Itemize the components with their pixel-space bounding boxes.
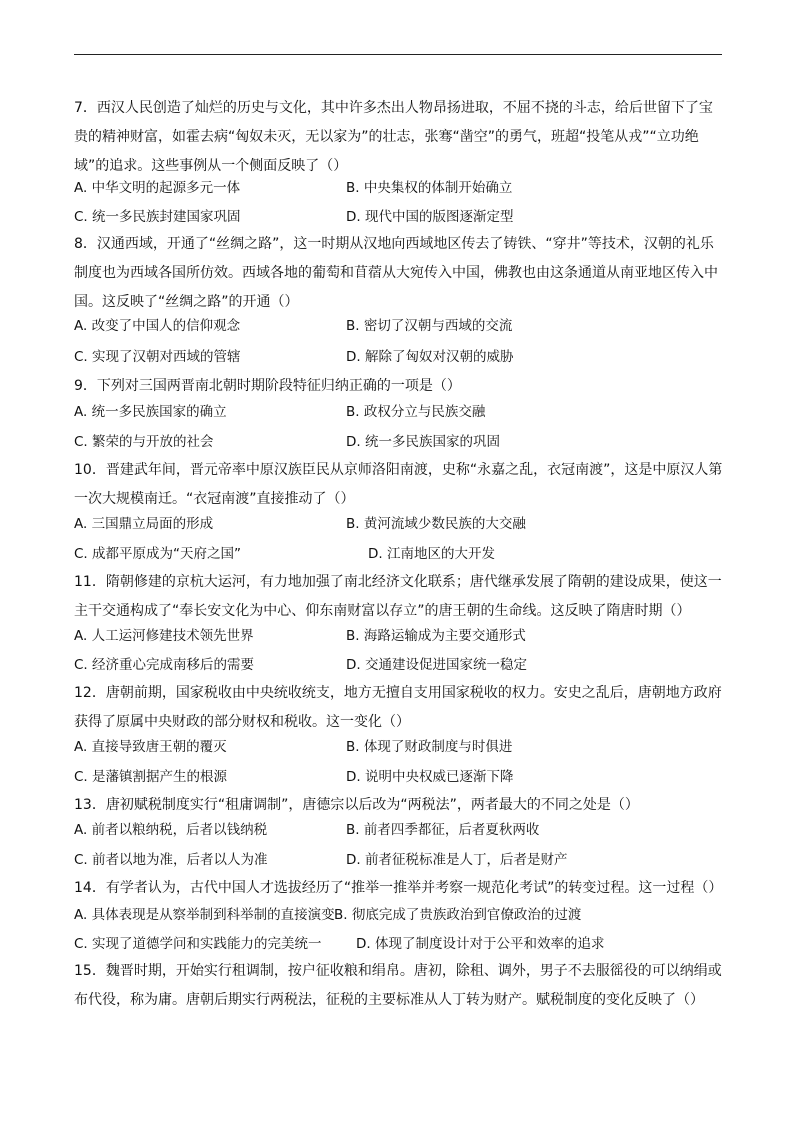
question-13-option-a: A. 前者以粮纳税，后者以钱纳税	[74, 822, 268, 838]
question-12-option-d: D. 说明中央权威已逐渐下降	[346, 769, 514, 785]
question-9-option-d: D. 统一多民族国家的巩固	[346, 434, 500, 450]
question-14-stem: 14．有学者认为，古代中国人才选拔经历了“推举一推举并考察一规范化考试”的转变过程。这一过程（）	[74, 880, 723, 896]
question-8-option-d: D. 解除了匈奴对汉朝的威胁	[346, 349, 514, 365]
question-13-option-c: C. 前者以地为准，后者以人为准	[74, 852, 268, 868]
question-10-stem: 10．晋建武年间，晋元帝率中原汉族臣民从京师洛阳南渡，史称“永嘉之乱，衣冠南渡”，这是中原汉人第一次大规模南迁。“衣冠南渡”直接推动了（）	[74, 462, 723, 507]
question-8-option-c: C. 实现了汉朝对西域的管辖	[74, 349, 241, 365]
question-7-option-b: B. 中央集权的体制开始确立	[346, 180, 513, 196]
question-10-option-a: A. 三国鼎立局面的形成	[74, 516, 214, 532]
question-9-stem: 9．下列对三国两晋南北朝时期阶段特征归纳正确的一项是（）	[74, 378, 461, 394]
question-11-option-b: B. 海路运输成为主要交通形式	[346, 628, 526, 644]
question-8-option-a: A. 改变了中国人的信仰观念	[74, 318, 241, 334]
question-7-stem: 7．西汉人民创造了灿烂的历史与文化，其中许多杰出人物昂扬进取，不屈不挠的斗志，给后世留下了宝贵的精神财富，如霍去病“匈奴未灭，无以家为”的壮志，张骞“凿空”的勇气，班超“投笔从戎”“立功绝域”的追求。这些事例从一个侧面反映了（）	[74, 100, 713, 174]
question-11-option-a: A. 人工运河修建技术领先世界	[74, 628, 254, 644]
question-7-option-a: A. 中华文明的起源多元一体	[74, 180, 241, 196]
question-8-option-b: B. 密切了汉朝与西域的交流	[346, 318, 513, 334]
question-9-option-a: A. 统一多民族国家的确立	[74, 404, 227, 420]
question-11-option-d: D. 交通建设促进国家统一稳定	[346, 657, 527, 673]
question-7-option-d: D. 现代中国的版图逐渐定型	[346, 209, 514, 225]
question-9-option-c: C. 繁荣的与开放的社会	[74, 434, 214, 450]
question-12-stem: 12．唐朝前期，国家税收由中央统收统支，地方无擅自支用国家税收的权力。安史之乱后，唐朝地方政府获得了原属中央财政的部分财权和税收。这一变化（）	[74, 685, 722, 730]
question-12-option-a: A. 直接导致唐王朝的覆灭	[74, 739, 227, 755]
question-10-option-c: C. 成都平原成为“天府之国”	[74, 546, 241, 562]
question-11-option-c: C. 经济重心完成南移后的需要	[74, 657, 255, 673]
question-10-option-d: D. 江南地区的大开发	[368, 546, 495, 562]
question-10-option-b: B. 黄河流域少数民族的大交融	[346, 516, 526, 532]
question-9-option-b: B. 政权分立与民族交融	[346, 404, 486, 420]
question-8-stem: 8．汉通西域，开通了“丝绸之路”，这一时期从汉地向西域地区传去了铸铁、“穿井”等技术，汉朝的礼乐制度也为西域各国所仿效。西域各地的葡萄和苜蓿从大宛传入中国，佛教也由这条通道从南亚地区传入中国。这反映了“丝绸之路”的开通（）	[74, 236, 718, 310]
question-14-option-b: B. 彻底完成了贵族政治到官僚政治的过渡	[334, 907, 582, 923]
question-13-stem: 13．唐初赋税制度实行“租庸调制”，唐德宗以后改为“两税法”，两者最大的不同之处是（）	[74, 797, 639, 813]
question-14-option-c: C. 实现了道德学问和实践能力的完美统一	[74, 936, 322, 952]
question-14-option-d: D. 体现了制度设计对于公平和效率的追求	[356, 936, 605, 952]
question-15-stem: 15．魏晋时期，开始实行租调制，按户征收粮和绢帛。唐初，除租、调外，男子不去服徭役的可以纳绢或布代役，称为庸。唐朝后期实行两税法，征税的主要标准从人丁转为财产。赋税制度的变化反映了（）	[74, 963, 722, 1008]
question-13-option-b: B. 前者四季都征，后者夏秋两收	[346, 822, 540, 838]
question-7-option-c: C. 统一多民族封建国家巩固	[74, 209, 241, 225]
header-rule	[74, 54, 722, 55]
question-14-option-a: A. 具体表现是从察举制到科举制的直接演变	[74, 907, 335, 923]
question-11-stem: 11．隋朝修建的京杭大运河，有力地加强了南北经济文化联系；唐代继承发展了隋朝的建设成果，使这一主干交通构成了“奉长安文化为中心、仰东南财富以存立”的唐王朝的生命线。这反映了隋唐时期（）	[74, 574, 722, 619]
question-12-option-b: B. 体现了财政制度与时俱进	[346, 739, 513, 755]
question-12-option-c: C. 是藩镇割据产生的根源	[74, 769, 228, 785]
question-13-option-d: D. 前者征税标准是人丁，后者是财产	[346, 852, 568, 868]
